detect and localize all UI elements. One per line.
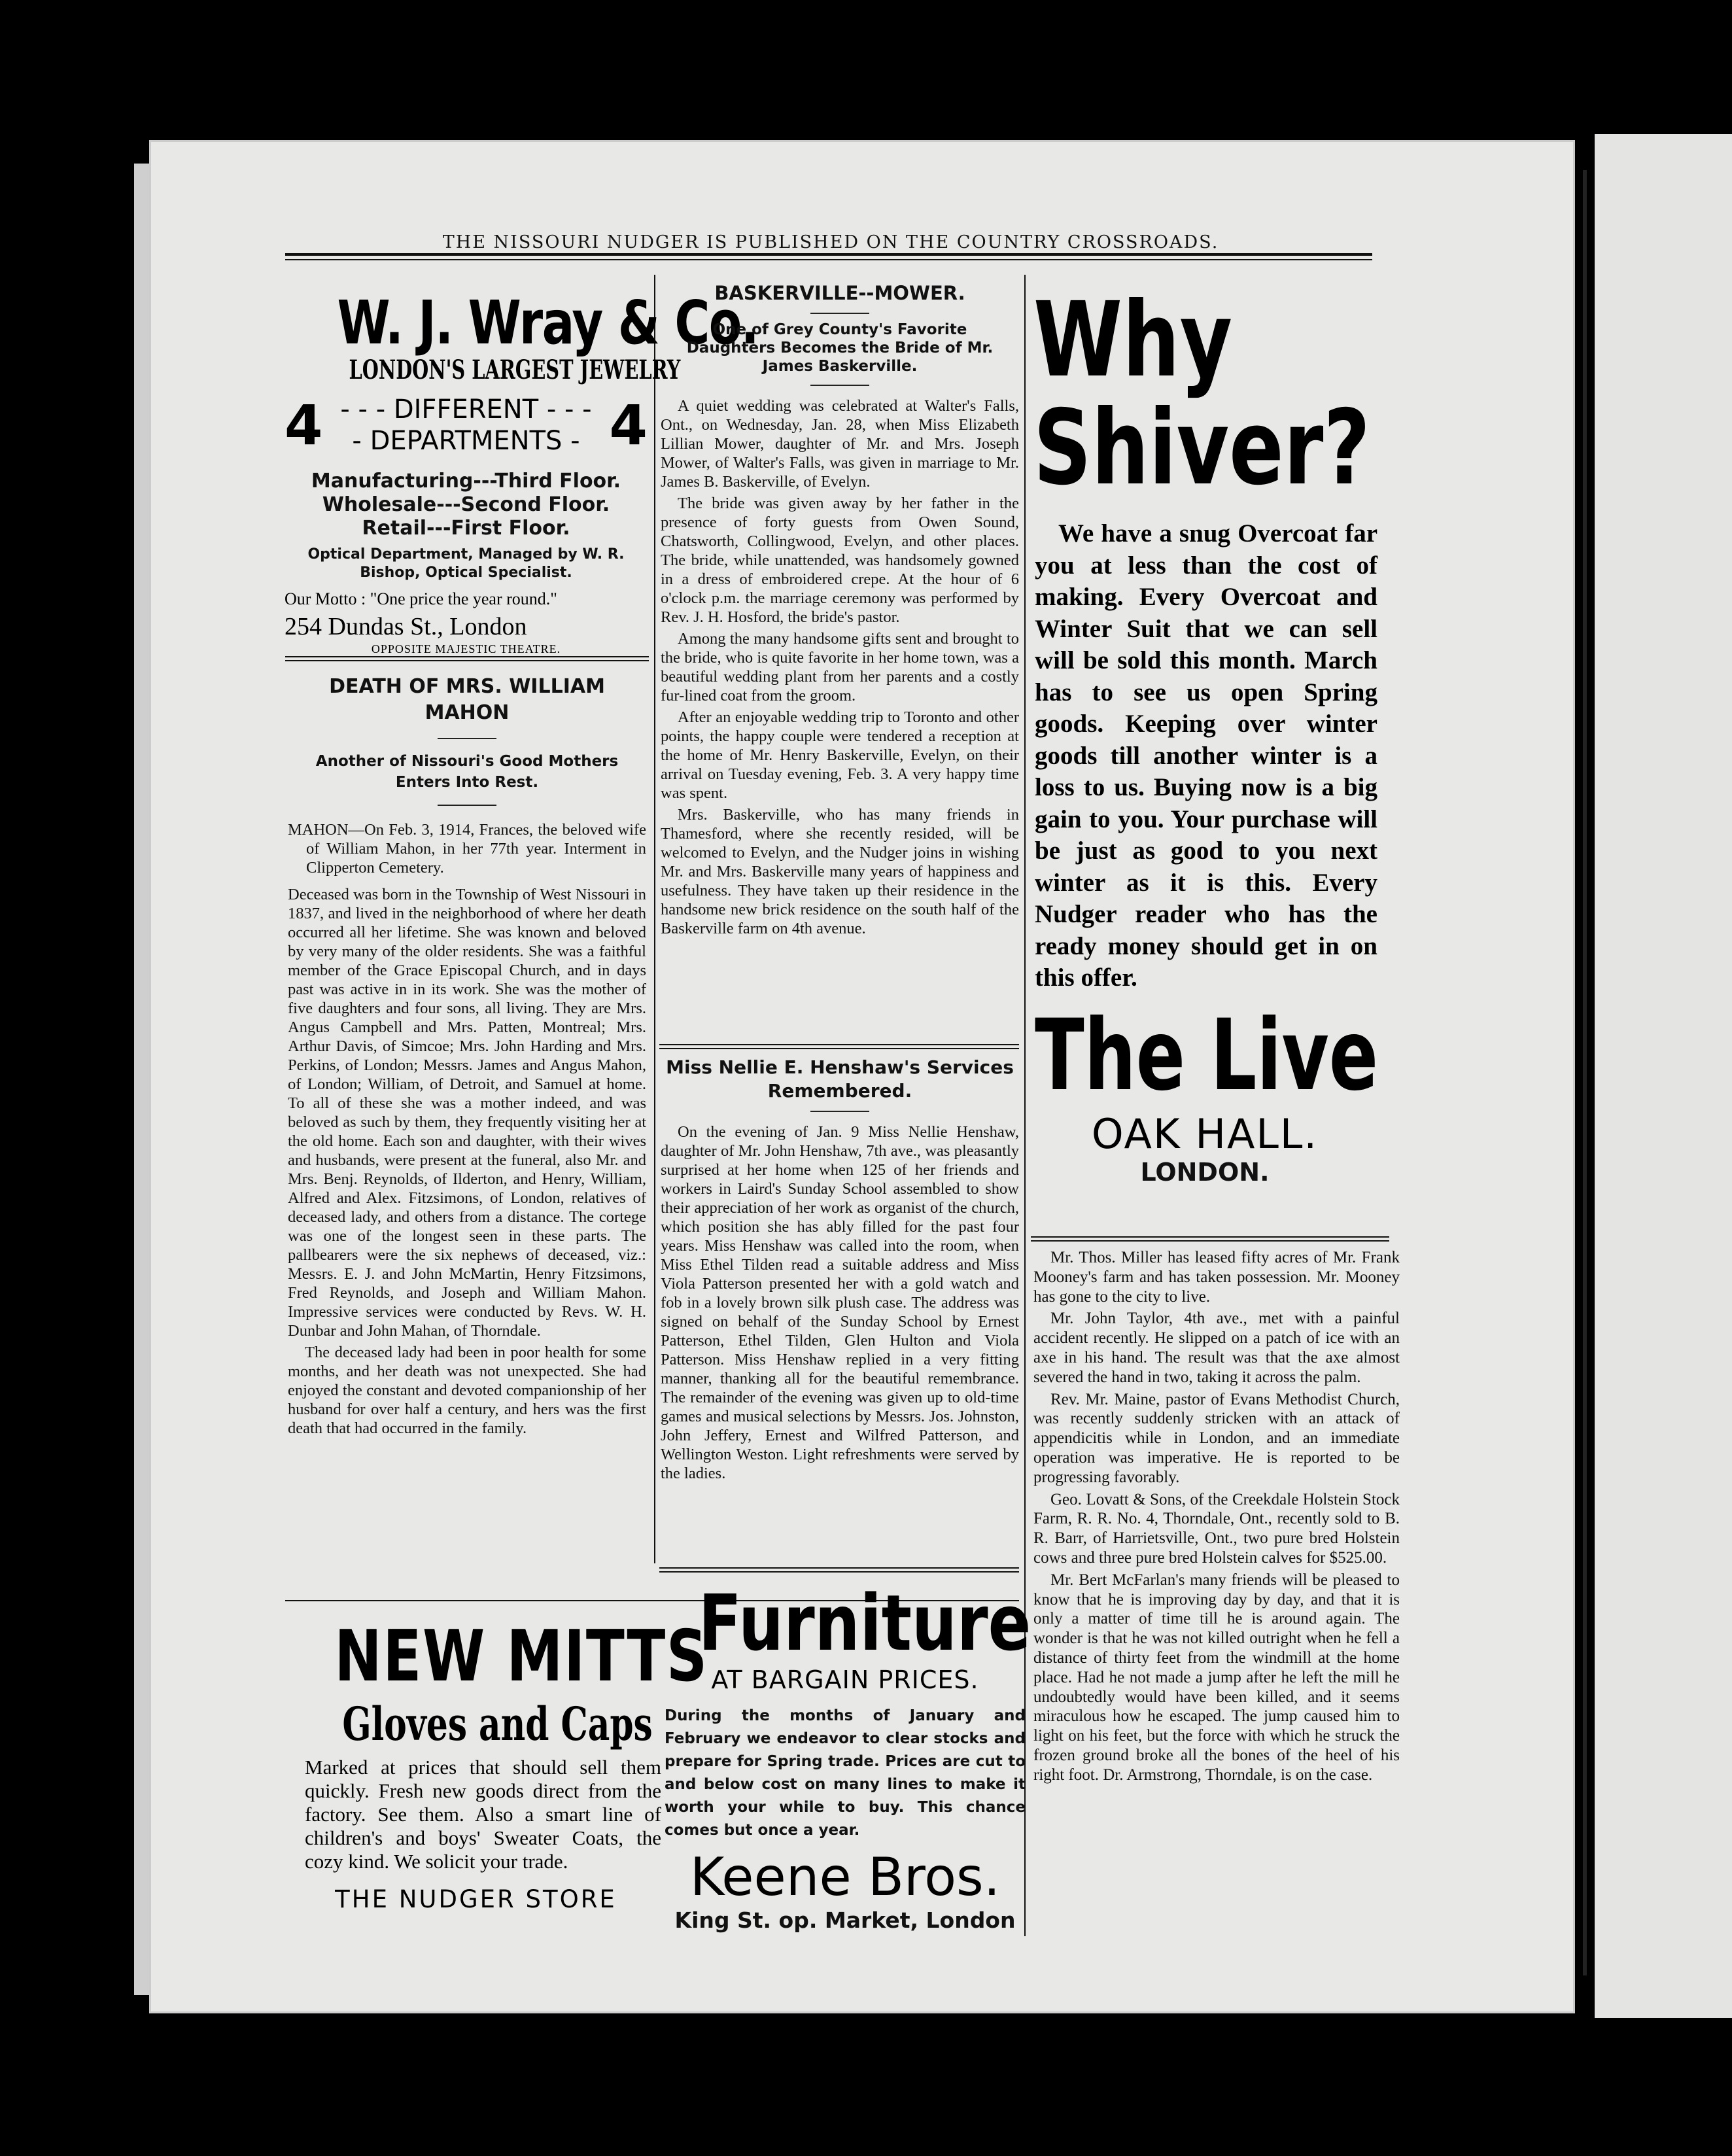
why-heading: Why <box>1033 280 1233 400</box>
divider <box>438 805 496 806</box>
mitts-headline: NEW MITTS <box>334 1616 708 1697</box>
mahon-headline: DEATH OF MRS. WILLIAM MAHON <box>329 675 605 724</box>
section-rule <box>1031 1240 1389 1242</box>
henshaw-headline: Miss Nellie E. Henshaw's Services Remembered. <box>666 1056 1014 1102</box>
wray-different: - - - DIFFERENT - - - <box>340 394 592 425</box>
wedding-article <box>661 281 1019 941</box>
furniture-body: During the months of January and February we endeavor to clear stocks and prepare for Spring trade. Prices are cut to and below cost on many lines to make it worth your while to buy. This chance comes but once a year. <box>665 1707 1026 1839</box>
wedding-subhead: One of Grey County's Favorite Daughters Becomes the Bride of Mr. James Baskerville. <box>686 321 994 375</box>
wray-floor-3: Retail---First Floor. <box>362 517 570 540</box>
masthead-rule-thin <box>285 259 1372 260</box>
column-rule <box>654 275 655 1563</box>
the-live-heading: The Live <box>1035 998 1379 1113</box>
divider <box>438 738 496 739</box>
wray-four-left: 4 <box>285 393 323 457</box>
wedding-para: Mrs. Baskerville, who has many friends in Thamesford, where she recently resided, will be welcomed to Evelyn, and the Nudger joins in wishing Mr. and Mrs. Baskerville many years of happiness and usefulness. They have taken up their residence in the handsome new brick residence on the south half of the Baskerville farm on 4th avenue. <box>661 806 1019 937</box>
furniture-store: Keene Bros. <box>689 1847 1001 1907</box>
shiver-heading: Shiver? <box>1033 388 1370 508</box>
section-rule <box>659 1571 1019 1573</box>
wray-floor-2: Wholesale---Second Floor. <box>322 493 610 516</box>
oakhall-body: We have a snug Overcoat far you at less than the cost of making. Every Overcoat and Winter Suit that we can sell will be sold this month. March has to see us open Spring goods. Keeping over winter goods till another winter is a loss to us. Buying now is a big gain to you. Your purchase will be just as good to you next winter as it is this. Every Nudger reader who has the ready money should get in on this offer. <box>1035 519 1377 992</box>
oakhall-city: LONDON. <box>1140 1157 1270 1187</box>
local-item: Rev. Mr. Maine, pastor of Evans Methodist Church, was recently suddenly stricken with an attack of appendicitis while in London, and an immediate operation was imperative. He is reported to be progressing favorably. <box>1033 1390 1400 1486</box>
masthead: THE NISSOURI NUDGER IS PUBLISHED ON THE COUNTRY CROSSROADS. <box>442 232 1219 252</box>
wray-four-right: 4 <box>609 393 648 457</box>
furniture-address: King St. op. Market, London <box>674 1907 1016 1933</box>
wedding-para: A quiet wedding was celebrated at Walter's Falls, Ont., on Wednesday, Jan. 28, when Miss Elizabeth Lillian Mower, daughter of Mr. and Mrs. Joseph Mower, of Walter's Falls, was given in marriage to Mr. James B. Baskerville, of Evelyn. <box>661 397 1019 491</box>
wray-optical: Optical Department, Managed by W. R. Bishop, Optical Specialist. <box>307 546 625 581</box>
divider <box>810 1111 869 1112</box>
mitts-ad <box>288 1616 708 1913</box>
wedding-body <box>661 396 1019 938</box>
mahon-body <box>288 885 646 1438</box>
wray-floor-1: Manufacturing---Third Floor. <box>311 470 621 493</box>
section-rule <box>285 656 649 657</box>
section-rule <box>659 1567 1019 1569</box>
wedding-para: After an enjoyable wedding trip to Toronto and other points, the happy couple were tendered a reception at the home of Mr. Henry Baskerville, Evelyn, on their arrival on Tuesday evening, Feb. 3. A very happy time was spent. <box>661 708 1019 802</box>
mitts-subhead: Gloves and Caps <box>342 1697 653 1751</box>
mahon-article <box>288 674 646 1440</box>
page-gutter <box>1583 170 1587 1975</box>
local-item: Mr. John Taylor, 4th ave., met with a painful accident recently. He slipped on a patch of ice with an axe in his hand. The result was that the axe almost severed the hand in two, taking it across the palm. <box>1033 1310 1400 1386</box>
wedding-headline: BASKERVILLE--MOWER. <box>714 282 965 304</box>
local-news <box>1033 1248 1400 1788</box>
wray-ad <box>285 288 759 657</box>
mahon-para: Deceased was born in the Township of West Nissouri in 1837, and lived in the neighborhood of where her death occurred all her lifetime. She was known and beloved by very many of the older residents. She was a faithful member of the Grace Episcopal Church, and in days past was active in in its work. She was the mother of five daughters and four sons, all living. They are Mrs. Angus Campbell and Mrs. Patten, Montreal; Mrs. Arthur Davis, of Simcoe; Mrs. John Harding and Mrs. Perkins, of London; Messrs. James and Angus Mahon, of London; William, of Detroit, and Samuel at home. To all of these she was a mother indeed, and was beloved as such by them, they frequently visiting her at the old home. Each son and daughter, with their wives and husbands, were present at the funeral, also Mr. and Mrs. Benj. Reynolds, of Ilderton, and Henry, William, Alfred and Alex. Fitzsimons, of London, relatives of deceased lady, and others from a distance. The cortege was one of the longest seen in these parts. The pallbearers were the six nephews of deceased, viz.: Messrs. E. J. and John McMartin, Henry Fitzsimons, Fred Reynolds, and Joseph and William Mahon. Impressive services were conducted by Revs. W. H. Dunbar and John Mahan, of Thorndale. <box>288 886 646 1340</box>
wray-tagline: LONDON'S LARGEST JEWELRY <box>349 355 681 385</box>
furniture-subhead: AT BARGAIN PRICES. <box>711 1665 979 1694</box>
mitts-store: THE NUDGER STORE <box>335 1885 617 1913</box>
local-item: Mr. Bert McFarlan's many friends will be pleased to know that he is improving day by day, and that it is only a matter of time till he is around again. The wonder is that he was not killed outright when he fell a distance of thirty feet from the windmill at the home place. Had he not made a jump after he left the mill he undoubtedly would have been killed, and it seems miraculous how he escaped. The jump caused him to light on his feet, but the force with which he struck the frozen ground broke all the bones of the heel of his right foot. Dr. Armstrong, Thorndale, is on the case. <box>1033 1571 1400 1784</box>
mahon-para: The deceased lady had been in poor health for some months, and her death was not unexpected. She had enjoyed the constant and devoted companionship of her husband for over half a century, and hers was the first death that had occurred in the family. <box>288 1344 646 1437</box>
section-rule <box>285 660 649 661</box>
mitts-body: Marked at prices that should sell them quickly. Fresh new goods direct from the factory. See them. Also a smart line of children's and boys' Sweater Coats, the cozy kind. We solicit your trade. <box>305 1756 661 1873</box>
local-item: Mr. Thos. Miller has leased fifty acres of Mr. Frank Mooney's farm and has taken possession. Mr. Mooney has gone to the city to live. <box>1033 1249 1400 1306</box>
section-rule <box>659 1044 1019 1045</box>
henshaw-article <box>661 1056 1019 1486</box>
mahon-notice: MAHON—On Feb. 3, 1914, Frances, the beloved wife of William Mahon, in her 77th year. Interment in Clipperton Cemetery. <box>288 821 646 877</box>
section-rule <box>1031 1236 1389 1238</box>
wray-opposite: OPPOSITE MAJESTIC THEATRE. <box>371 642 561 655</box>
wedding-para: Among the many handsome gifts sent and brought to the bride, who is quite favorite in her home town, was a beautiful wedding plant from her parents and a costly fur-lined coat from the groom. <box>661 630 1019 704</box>
furniture-headline: Furniture <box>698 1578 1031 1668</box>
henshaw-para: On the evening of Jan. 9 Miss Nellie Henshaw, daughter of Mr. John Henshaw, 7th ave., was pleasantly surprised at her home when 125 of her friends and workers in Laird's Sunday School assembled to show their appreciation of her work as organist of the church, which position she has ably filled for the past four years. Miss Henshaw was called into the room, when Miss Ethel Tilden read a suitable address and Miss Viola Patterson presented her with a gold watch and fob in a lovely brown silk plush case. The address was signed on behalf of the Sunday School by Ernest Patterson, Ethel Tilden, Glen Hulton and Viola Patterson. Miss Henshaw replied in a very fitting manner, thanking all for the beautiful remembrance. The remainder of the evening was given up to old-time games and musical selections by Messrs. Jos. Johnston, John Jeffery, Ernest and Wilfred Patterson, and Wellington Weston. Light refreshments were served by the ladies. <box>661 1123 1019 1482</box>
wray-address: 254 Dundas St., London <box>285 613 527 640</box>
section-rule <box>659 1048 1019 1049</box>
wray-name: W. J. Wray & Co. <box>337 288 759 358</box>
oakhall-ad <box>1028 280 1381 1187</box>
furniture-ad <box>662 1578 1031 1934</box>
wedding-para: The bride was given away by her father in the presence of forty guests from Owen Sound, Chatsworth, Collingwood, Evelyn, and other places. The bride, while unattended, was handsomely gowned in a dress of embroidered crepe. At the hour of 6 o'clock p.m. the marriage ceremony was performed by Rev. J. H. Hosford, the bride's pastor. <box>661 495 1019 626</box>
divider <box>810 385 869 386</box>
henshaw-body <box>661 1122 1019 1483</box>
adjacent-page <box>1595 134 1732 2018</box>
local-item: Geo. Lovatt & Sons, of the Creekdale Holstein Stock Farm, R. R. No. 4, Thorndale, Ont., recently sold to B. R. Barr, of Harrietsville, Ont., two pure bred Holstein cows and three pure bred Holstein calves for $525.00. <box>1033 1490 1400 1567</box>
wray-motto: Our Motto : "One price the year round." <box>285 589 557 608</box>
mahon-subhead: Another of Nissouri's Good Mothers Enters Into Rest. <box>315 753 619 791</box>
wray-departments: - DEPARTMENTS - <box>352 426 580 456</box>
masthead-rule <box>285 253 1372 256</box>
oakhall-name: OAK HALL. <box>1091 1109 1319 1158</box>
divider <box>810 313 869 314</box>
